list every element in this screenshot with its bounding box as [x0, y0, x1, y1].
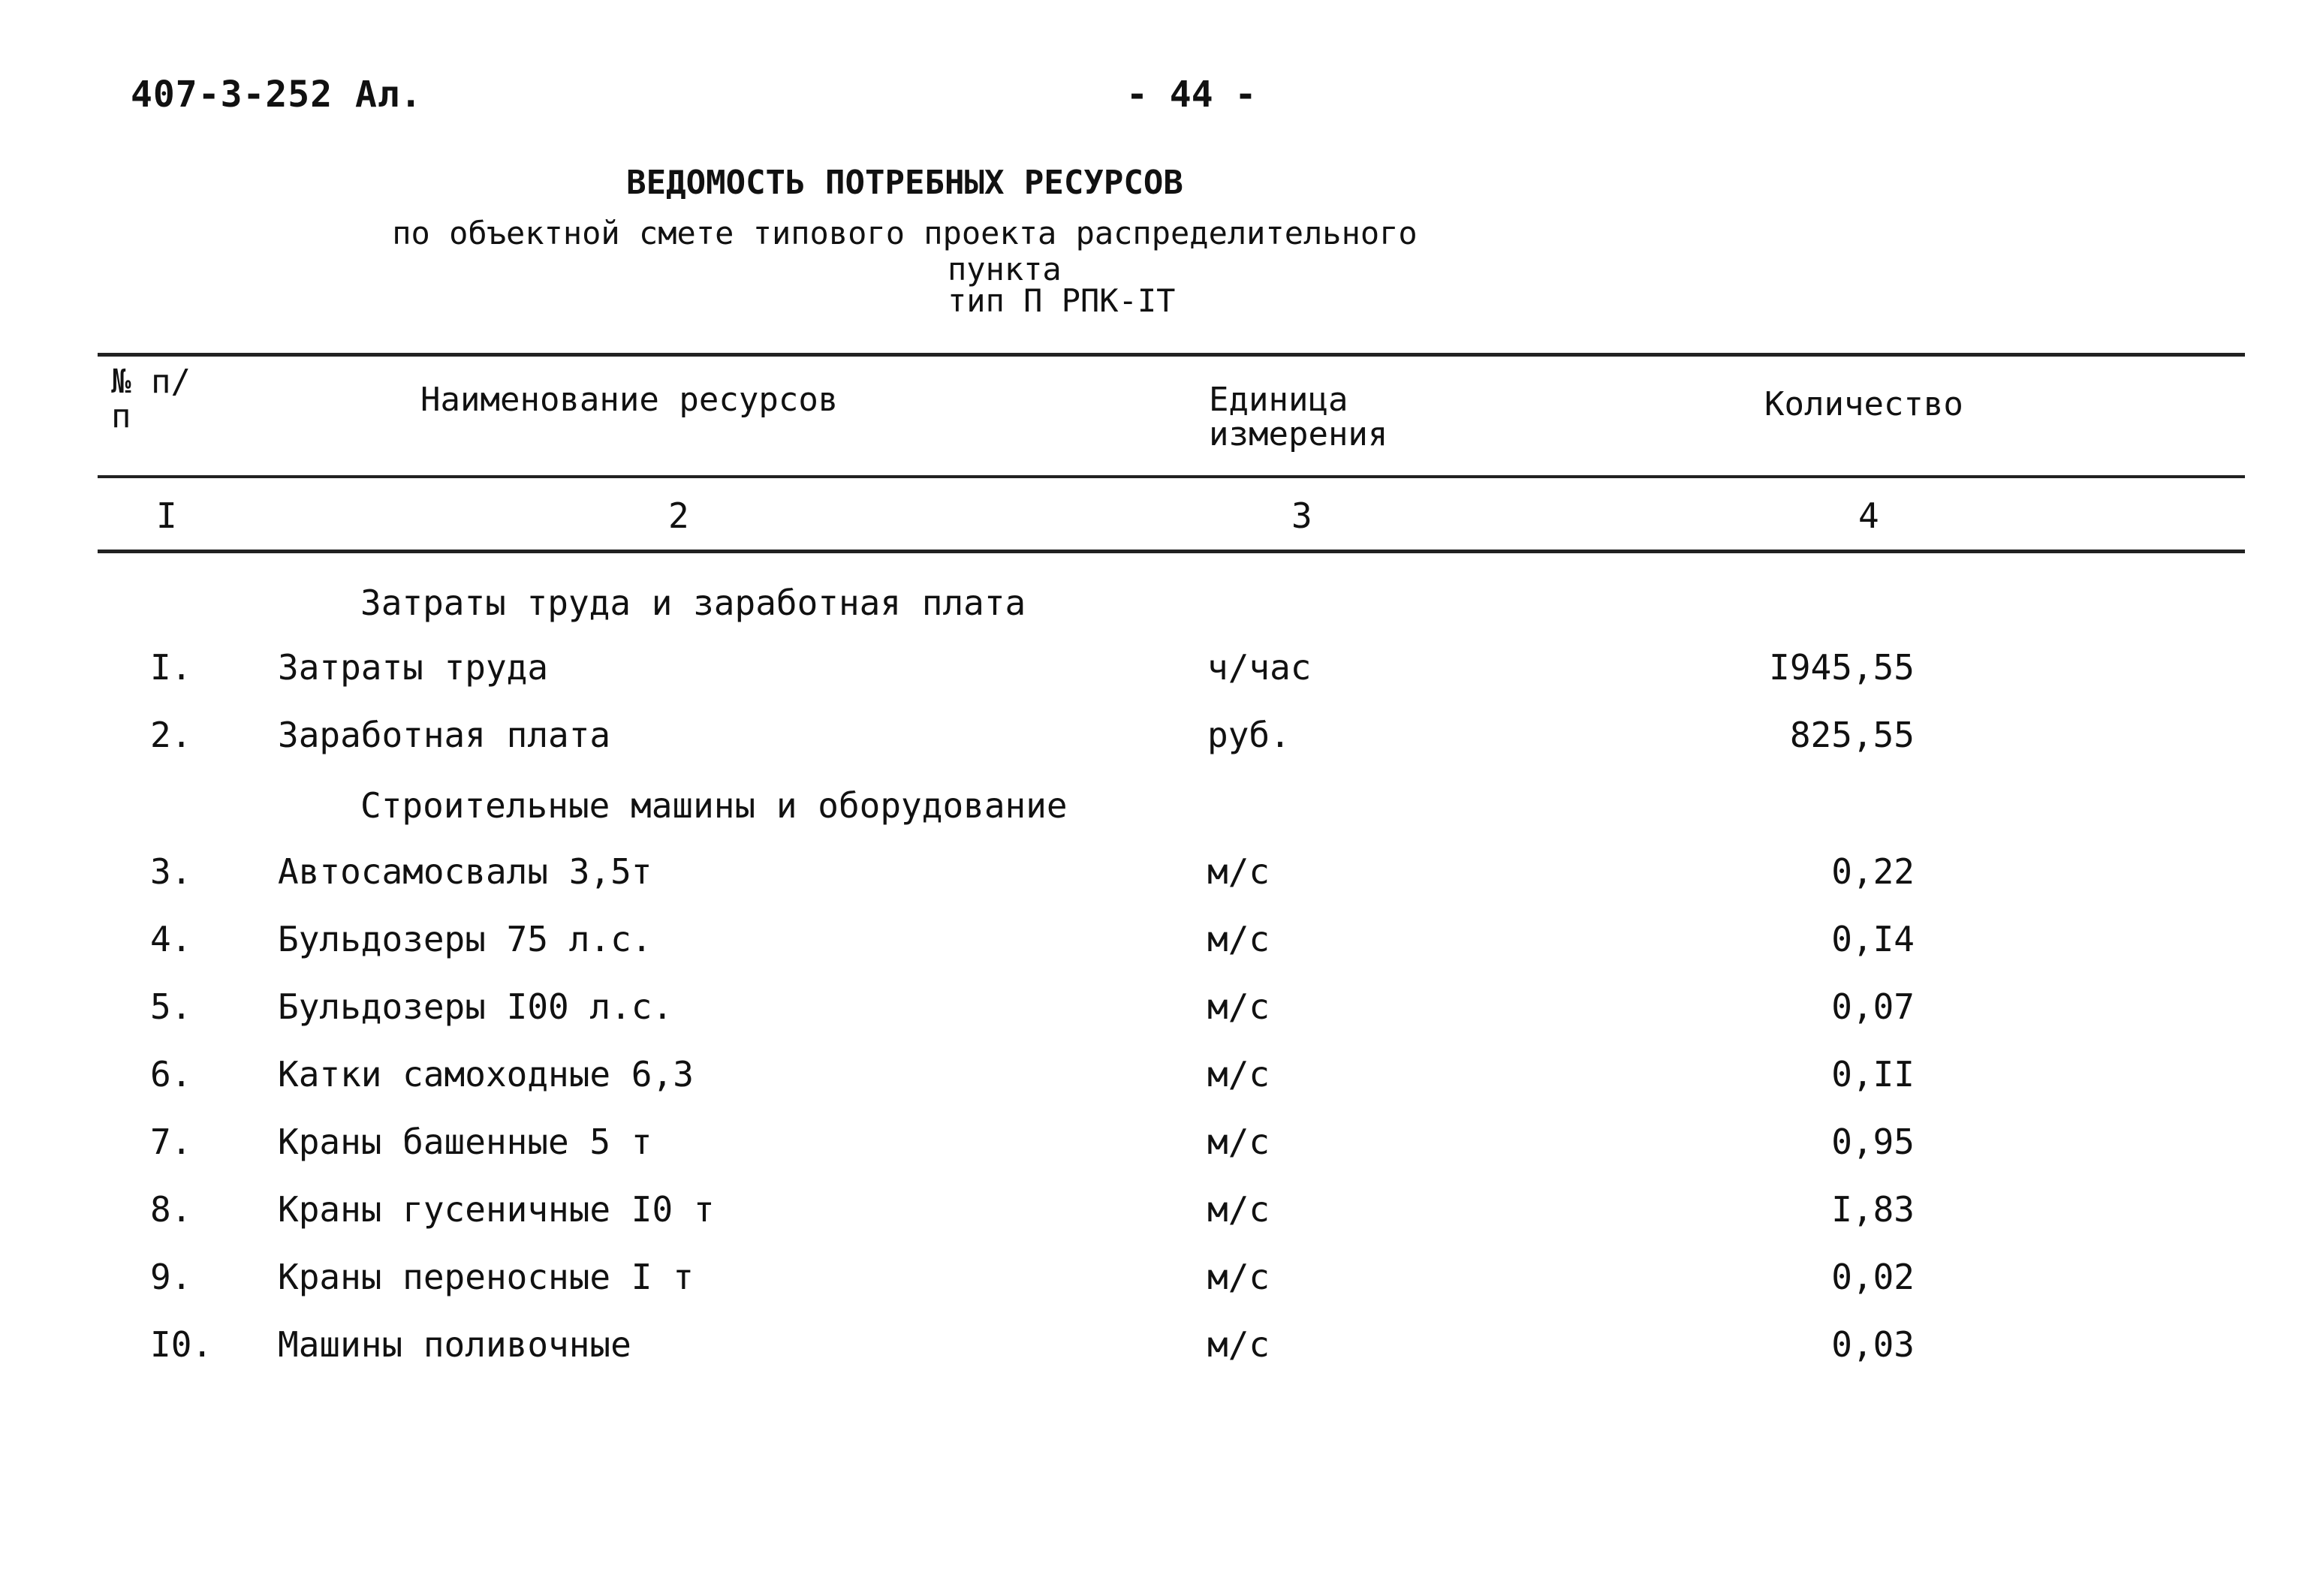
row-number: 6. — [150, 1054, 192, 1095]
doc-code: 407-3-252 Ал. — [131, 74, 423, 116]
row-number: 8. — [150, 1189, 192, 1230]
row-unit: м/с — [1207, 986, 1270, 1027]
row-name: Затраты труда — [278, 647, 549, 688]
table-row — [0, 986, 2305, 1031]
table-row — [0, 1189, 2305, 1234]
row-unit: м/с — [1207, 851, 1270, 892]
row-name: Машины поливочные — [278, 1324, 631, 1365]
row-qty: 0,02 — [1831, 1257, 1915, 1297]
row-number: 4. — [150, 919, 192, 959]
row-unit: ч/час — [1207, 647, 1312, 688]
row-qty: 0,22 — [1831, 851, 1915, 892]
row-qty: 0,I4 — [1831, 919, 1915, 959]
row-number: 3. — [150, 851, 192, 892]
row-qty: 0,07 — [1831, 986, 1915, 1027]
table-row — [0, 647, 2305, 692]
header-name: Наименование ресурсов — [420, 381, 839, 419]
row-name: Заработная плата — [278, 715, 611, 755]
section-heading-machines: Строительные машины и оборудование — [360, 785, 1068, 826]
document-type: тип П РПК-IТ — [948, 282, 1176, 319]
table-rule-top — [98, 353, 2245, 357]
table-row — [0, 1324, 2305, 1369]
row-unit: м/с — [1207, 1054, 1270, 1095]
row-number: 5. — [150, 986, 192, 1027]
row-name: Бульдозеры I00 л.с. — [278, 986, 673, 1027]
row-unit: м/с — [1207, 919, 1270, 959]
row-unit: м/с — [1207, 1122, 1270, 1162]
column-number-2: 2 — [668, 495, 689, 536]
row-name: Автосамосвалы 3,5т — [278, 851, 652, 892]
column-number-3: 3 — [1291, 495, 1312, 536]
document-subtitle-cont: пункта — [948, 251, 1062, 288]
document-subtitle: по объектной смете типового проекта распределительного — [392, 215, 1418, 251]
table-rule-bottom — [98, 550, 2245, 553]
table-row — [0, 1257, 2305, 1302]
row-number: I. — [150, 647, 192, 688]
row-name: Катки самоходные 6,3 — [278, 1054, 694, 1095]
page-number: - 44 - — [1126, 74, 1257, 116]
header-qty: Количество — [1764, 385, 1963, 423]
row-qty: 0,95 — [1831, 1122, 1915, 1162]
header-num: № п/п — [111, 363, 191, 436]
row-number: 9. — [150, 1257, 192, 1297]
table-row — [0, 715, 2305, 760]
table-rule-mid — [98, 475, 2245, 478]
row-name: Краны переносные I т — [278, 1257, 694, 1297]
column-number-4: 4 — [1858, 495, 1879, 536]
row-unit: м/с — [1207, 1189, 1270, 1230]
table-row — [0, 1122, 2305, 1167]
row-name: Краны башенные 5 т — [278, 1122, 652, 1162]
row-unit: руб. — [1207, 715, 1291, 755]
header-unit: Единица измерения — [1209, 381, 1388, 454]
row-qty: 825,55 — [1789, 715, 1915, 755]
row-number: 2. — [150, 715, 192, 755]
row-number: I0. — [150, 1324, 213, 1365]
row-unit: м/с — [1207, 1324, 1270, 1365]
row-name: Бульдозеры 75 л.с. — [278, 919, 652, 959]
table-row — [0, 1054, 2305, 1099]
row-name: Краны гусеничные I0 т — [278, 1189, 715, 1230]
row-unit: м/с — [1207, 1257, 1270, 1297]
row-qty: 0,II — [1831, 1054, 1915, 1095]
row-qty: 0,03 — [1831, 1324, 1915, 1365]
column-number-1: I — [156, 495, 177, 536]
document-title: ВЕДОМОСТЬ ПОТРЕБНЫХ РЕСУРСОВ — [626, 164, 1183, 202]
row-qty: I,83 — [1831, 1189, 1915, 1230]
row-number: 7. — [150, 1122, 192, 1162]
table-row — [0, 919, 2305, 964]
table-row — [0, 851, 2305, 896]
row-qty: I945,55 — [1769, 647, 1915, 688]
section-heading-labor: Затраты труда и заработная плата — [360, 583, 1026, 623]
